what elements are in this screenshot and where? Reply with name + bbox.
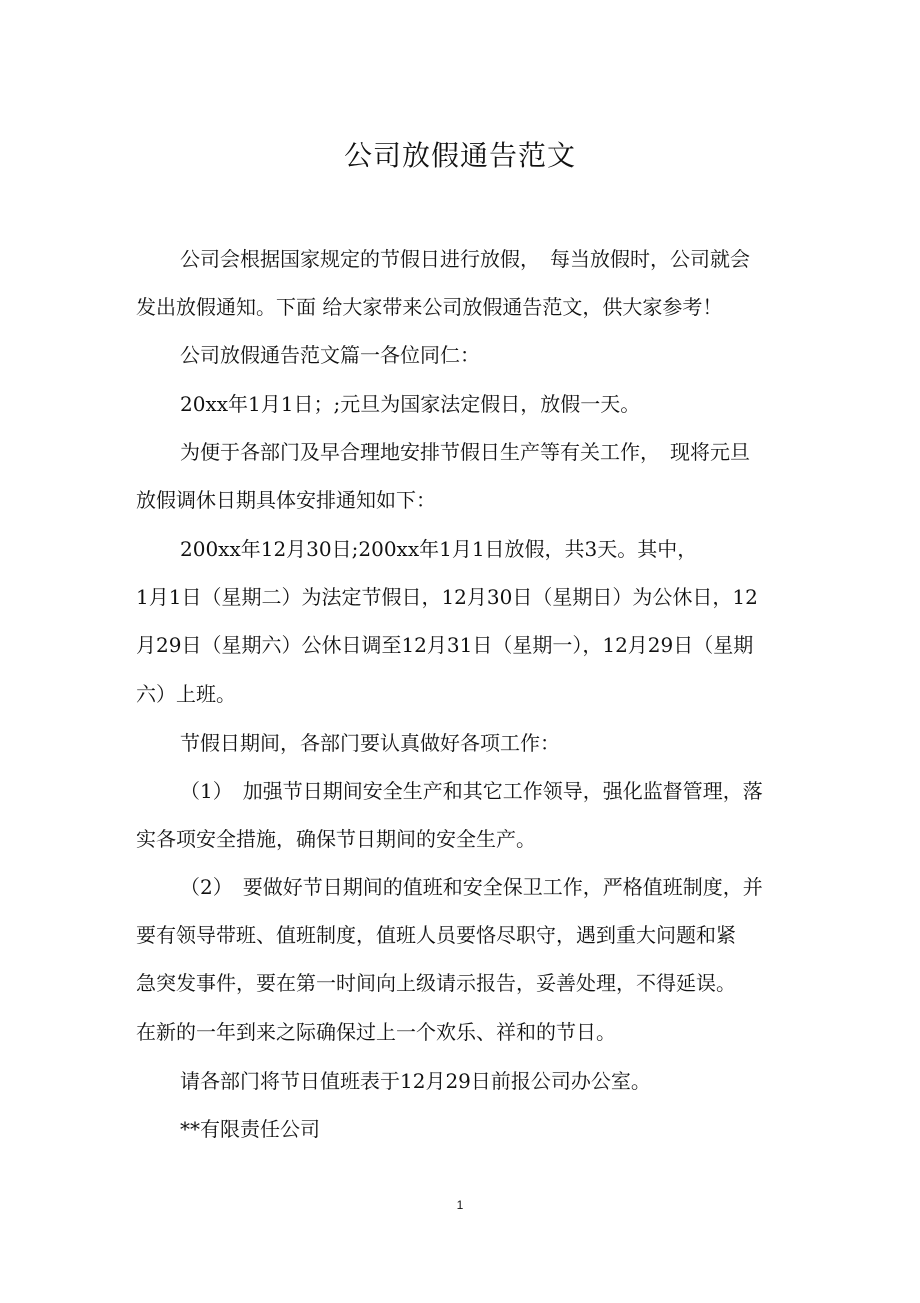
paragraph-line: 放假调休日期具体安排通知如下：: [136, 488, 436, 512]
paragraph-line: 节假日期间，各部门要认真做好各项工作：: [180, 731, 560, 755]
paragraph-line: 公司会根据国家规定的节假日进行放假， 每当放假时，公司就会: [180, 247, 750, 271]
paragraph-line: 200xx年12月30日;200xx年1月1日放假，共3天。其中，: [180, 537, 698, 561]
paragraph-line: 发出放假通知。下面 给大家带来公司放假通告范文，供大家参考！: [136, 295, 723, 319]
paragraph-line: 六）上班。: [136, 682, 236, 706]
paragraph-line: （2） 要做好节日期间的值班和安全保卫工作，严格值班制度，并: [180, 875, 763, 899]
paragraph-line: 要有领导带班、值班制度，值班人员要恪尽职守，遇到重大问题和紧: [136, 923, 736, 947]
paragraph-line: 1月1日（星期二）为法定节假日，12月30日（星期日）为公休日，12: [136, 585, 758, 609]
paragraph-line: 急突发事件，要在第一时间向上级请示报告，妥善处理，不得延误。: [136, 971, 736, 995]
paragraph-line: 为便于各部门及早合理地安排节假日生产等有关工作， 现将元旦: [180, 440, 750, 464]
paragraph-line: （1） 加强节日期间安全生产和其它工作领导，强化监督管理，落: [180, 779, 763, 803]
paragraph-line: 月29日（星期六）公休日调至12月31日（星期一），12月29日（星期: [136, 633, 754, 657]
paragraph-line: 在新的一年到来之际确保过上一个欢乐、祥和的节日。: [136, 1020, 616, 1044]
paragraph-line: 20xx年1月1日；;元旦为国家法定假日，放假一天。: [180, 392, 641, 416]
paragraph-line: 公司放假通告范文篇一各位同仁：: [180, 343, 480, 367]
paragraph-line: 请各部门将节日值班表于12月29日前报公司办公室。: [180, 1069, 651, 1093]
paragraph-line: 实各项安全措施，确保节日期间的安全生产。: [136, 827, 536, 851]
page-number: 1: [456, 1198, 464, 1212]
signature-line: **有限责任公司: [180, 1117, 320, 1141]
document-title: 公司放假通告范文: [343, 139, 576, 172]
